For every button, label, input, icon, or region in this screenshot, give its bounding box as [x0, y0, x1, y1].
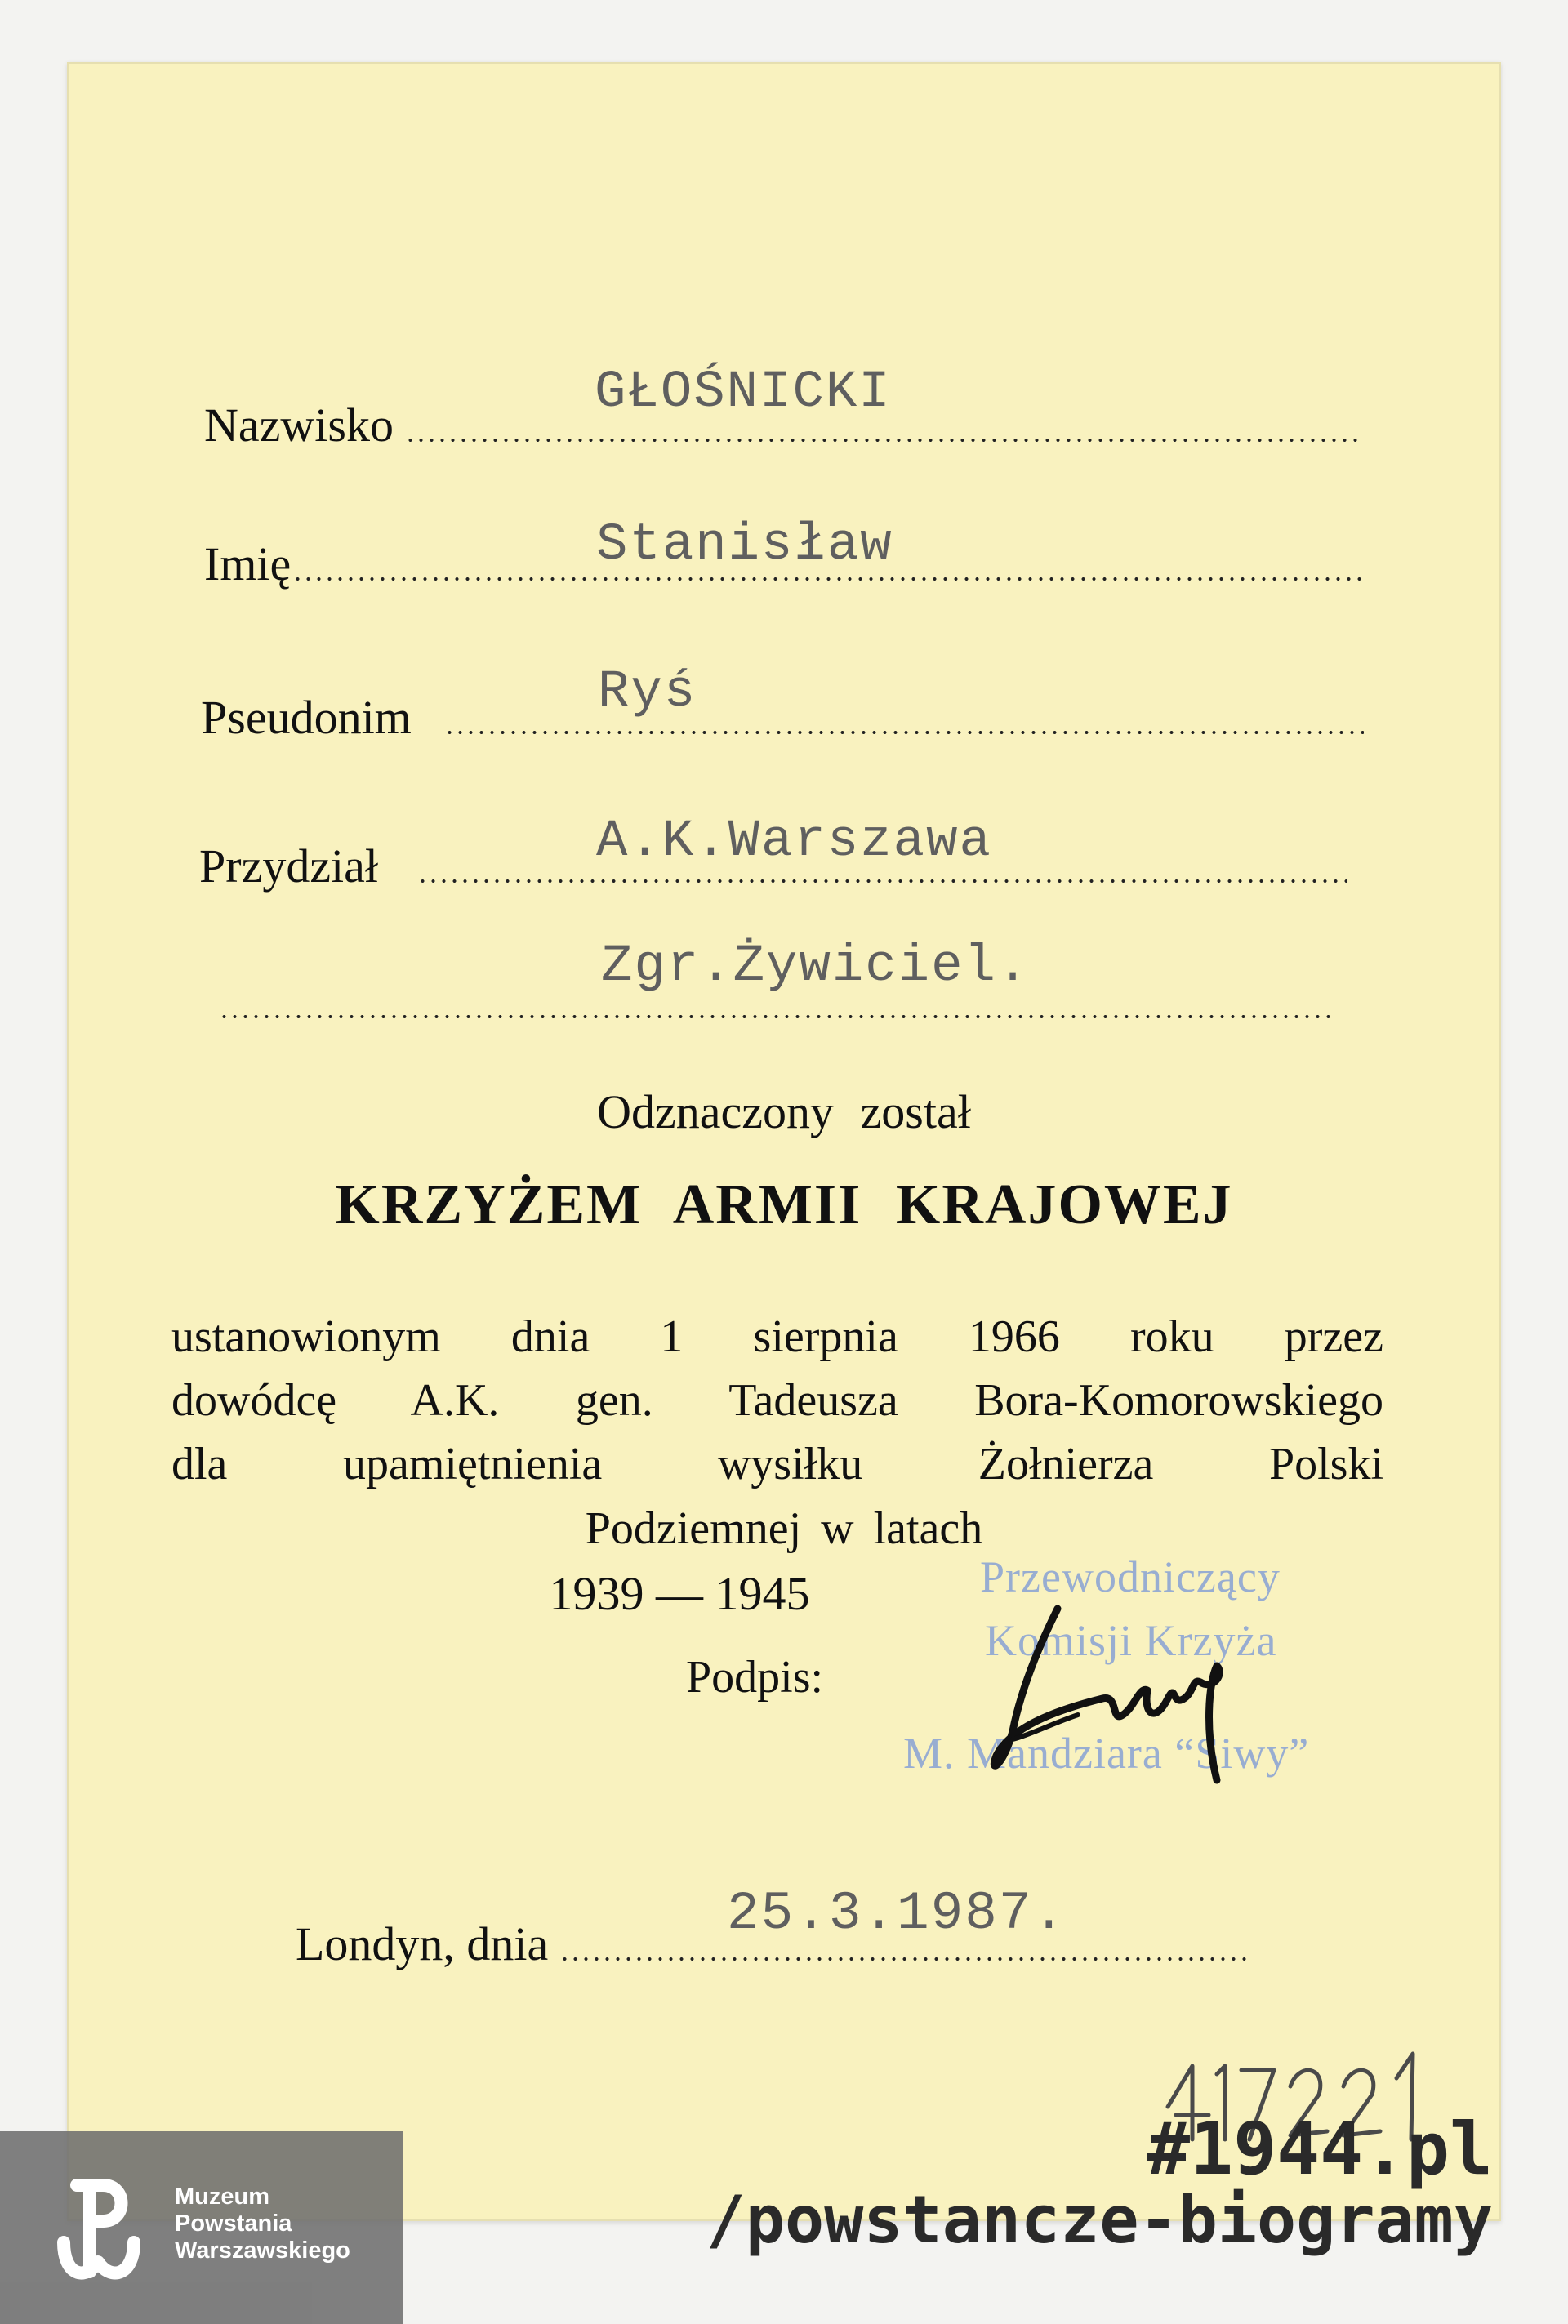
museum-watermark-box [0, 2131, 403, 2324]
award-title: KRZYŻEM ARMII KRAJOWEJ [335, 1173, 1233, 1236]
name-dotted-line [292, 577, 1361, 581]
museum-line-2: Powstania [175, 2210, 292, 2237]
assignment-dotted-line [417, 879, 1348, 883]
museum-anchor-logo-icon [52, 2174, 150, 2288]
assignment-second-dotted-line [219, 1015, 1331, 1018]
award-text-line-2: dowódcę A.K. gen. Tadeusza Bora-Komorowskiego [172, 1375, 1383, 1426]
place-date-label: Londyn, dnia [296, 1917, 549, 1970]
assignment-value-2: Zgr.Żywiciel. [601, 937, 1031, 996]
name-value: Stanisław [596, 516, 893, 575]
award-intro: Odznaczony został [597, 1085, 971, 1138]
assignment-second-row [219, 977, 1334, 1026]
stamp-line-1: Przewodniczący [980, 1552, 1281, 1601]
name-label: Imię [204, 537, 292, 590]
award-text-line-3: dla upamiętnienia wysiłku Żołnierza Polski [172, 1439, 1383, 1489]
assignment-value-1: A.K.Warszawa [596, 813, 992, 871]
signature-label: Podpis: [686, 1652, 824, 1703]
pseudonym-row [201, 691, 1367, 744]
museum-line-3: Warszawskiego [175, 2237, 350, 2264]
surname-label: Nazwisko [204, 398, 394, 452]
pseudonym-label: Pseudonim [201, 691, 412, 744]
museum-name [175, 2184, 350, 2264]
place-date-dotted-line [559, 1957, 1246, 1961]
watermark-tag-biogramy: /powstancze-biogramy [706, 2182, 1493, 2258]
surname-dotted-line [405, 439, 1361, 442]
award-text-line-1: ustanowionym dnia 1 sierpnia 1966 roku przez [172, 1311, 1383, 1362]
stamp-line-3: M. Mandziara “Siwy” [903, 1729, 1310, 1778]
museum-line-1: Muzeum [175, 2184, 270, 2210]
award-years: 1939 — 1945 [549, 1567, 810, 1620]
surname-value: GŁOŚNICKI [595, 363, 892, 422]
pseudonym-value: Ryś [598, 663, 697, 722]
assignment-label: Przydział [199, 839, 379, 893]
pseudonym-dotted-line [444, 731, 1364, 734]
place-date-value: 25.3.1987. [727, 1883, 1067, 1944]
award-text-line-4: Podziemnej w latach [585, 1503, 983, 1554]
handwritten-signature [980, 1601, 1241, 1788]
watermark-tag-1944: #1944.pl [1147, 2107, 1493, 2191]
stamp-line-2: Komisji Krzyża [985, 1616, 1277, 1665]
